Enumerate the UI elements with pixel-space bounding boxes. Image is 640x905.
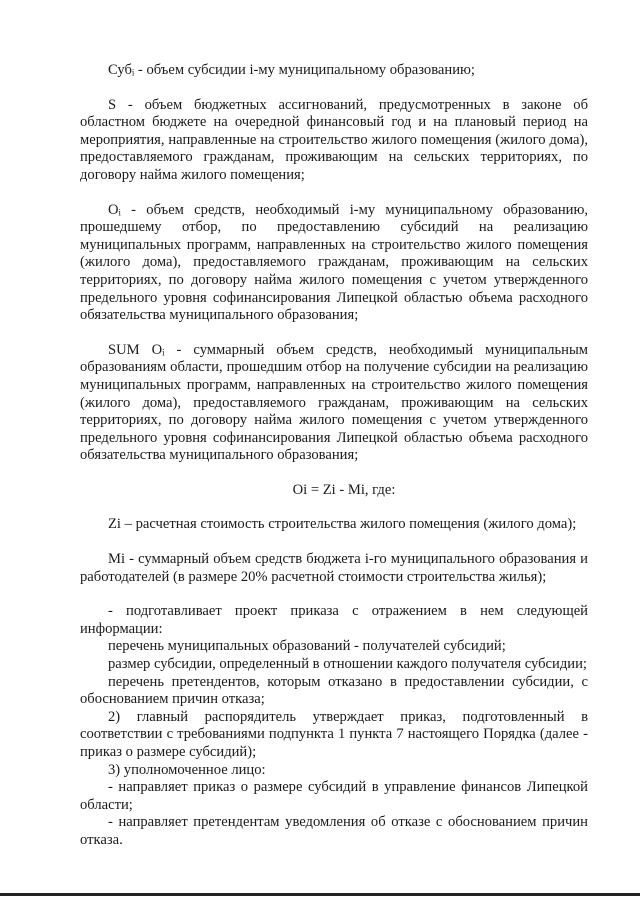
definition-s: S - объем бюджетных ассигнований, предусмотренных в законе об областном бюджете на очередной финансовый год и на плановый период на мероприятия, направленные на строительство жилого помещения (жилого дома), предоставляемого гражданам, проживающим на сельских территориях, по договору найма жилого помещения; xyxy=(80,96,588,183)
action-send-order: - направляет приказ о размере субсидий в управление финансов Липецкой области; xyxy=(80,779,588,813)
definition-zi: Zi – расчетная стоимость строительства жилого помещения (жилого дома); xyxy=(108,516,577,533)
step-3-authorized-person: 3) уполномоченное лицо: xyxy=(108,761,266,778)
step-2-approve-order: 2) главный распорядитель утверждает приказ, подготовленный в соответствии с требованиями подпункта 1 пункта 7 настоящего Порядка (далее - приказ о размере субсидий); xyxy=(80,708,588,760)
list-item-refused: перечень претендентов, которым отказано в предоставлении субсидии, с обоснованием причин отказа; xyxy=(80,673,588,708)
step-prepare-order: - подготавливает проект приказа с отражением в нем следующей информации: xyxy=(80,603,588,637)
list-item-recipients: перечень муниципальных образований - получателей субсидий; xyxy=(108,638,506,655)
formula-oi: Oi = Zi - Mi, где: xyxy=(292,481,396,498)
definition-sub-i: Субᵢ - объем субсидии i-му муниципальному образованию; xyxy=(108,62,475,78)
page-bottom-rule xyxy=(0,893,640,896)
definition-sum-o-i: SUM Oᵢ - суммарный объем средств, необходимый муниципальным образованиям области, прошедшим отбор на получение субсидии на реализацию муниципальных программ, направленных на строительство жилого помещения (жилого дома), предоставляемого гражданам, проживающим на сельских территориях, по договору найма жилого помещения с учетом утвержденного предельного уровня софинансирования Липецкой областью объема расходного обязательства муниципального образования; xyxy=(80,341,588,464)
definition-mi: Mi - суммарный объем средств бюджета i-го муниципального образования и работодателей (в размере 20% расчетной стоимости строительства жилья); xyxy=(80,551,588,585)
list-item-subsidy-size: размер субсидии, определенный в отношении каждого получателя субсидии; xyxy=(108,656,587,673)
action-send-notices: - направляет претендентам уведомления об отказе с обоснованием причин отказа. xyxy=(80,814,588,848)
document-body xyxy=(80,62,588,850)
definition-o-i: Oᵢ - объем средств, необходимый i-му муниципальному образованию, прошедшему отбор, по предоставлению субсидий на реализацию муниципальных программ, направленных на строительство жилого помещения (жилого дома), предоставляемого гражданам, проживающим на сельских территориях, по договору найма жилого помещения с учетом утвержденного предельного уровня софинансирования Липецкой областью объема расходного обязательства муниципального образования; xyxy=(80,201,588,324)
